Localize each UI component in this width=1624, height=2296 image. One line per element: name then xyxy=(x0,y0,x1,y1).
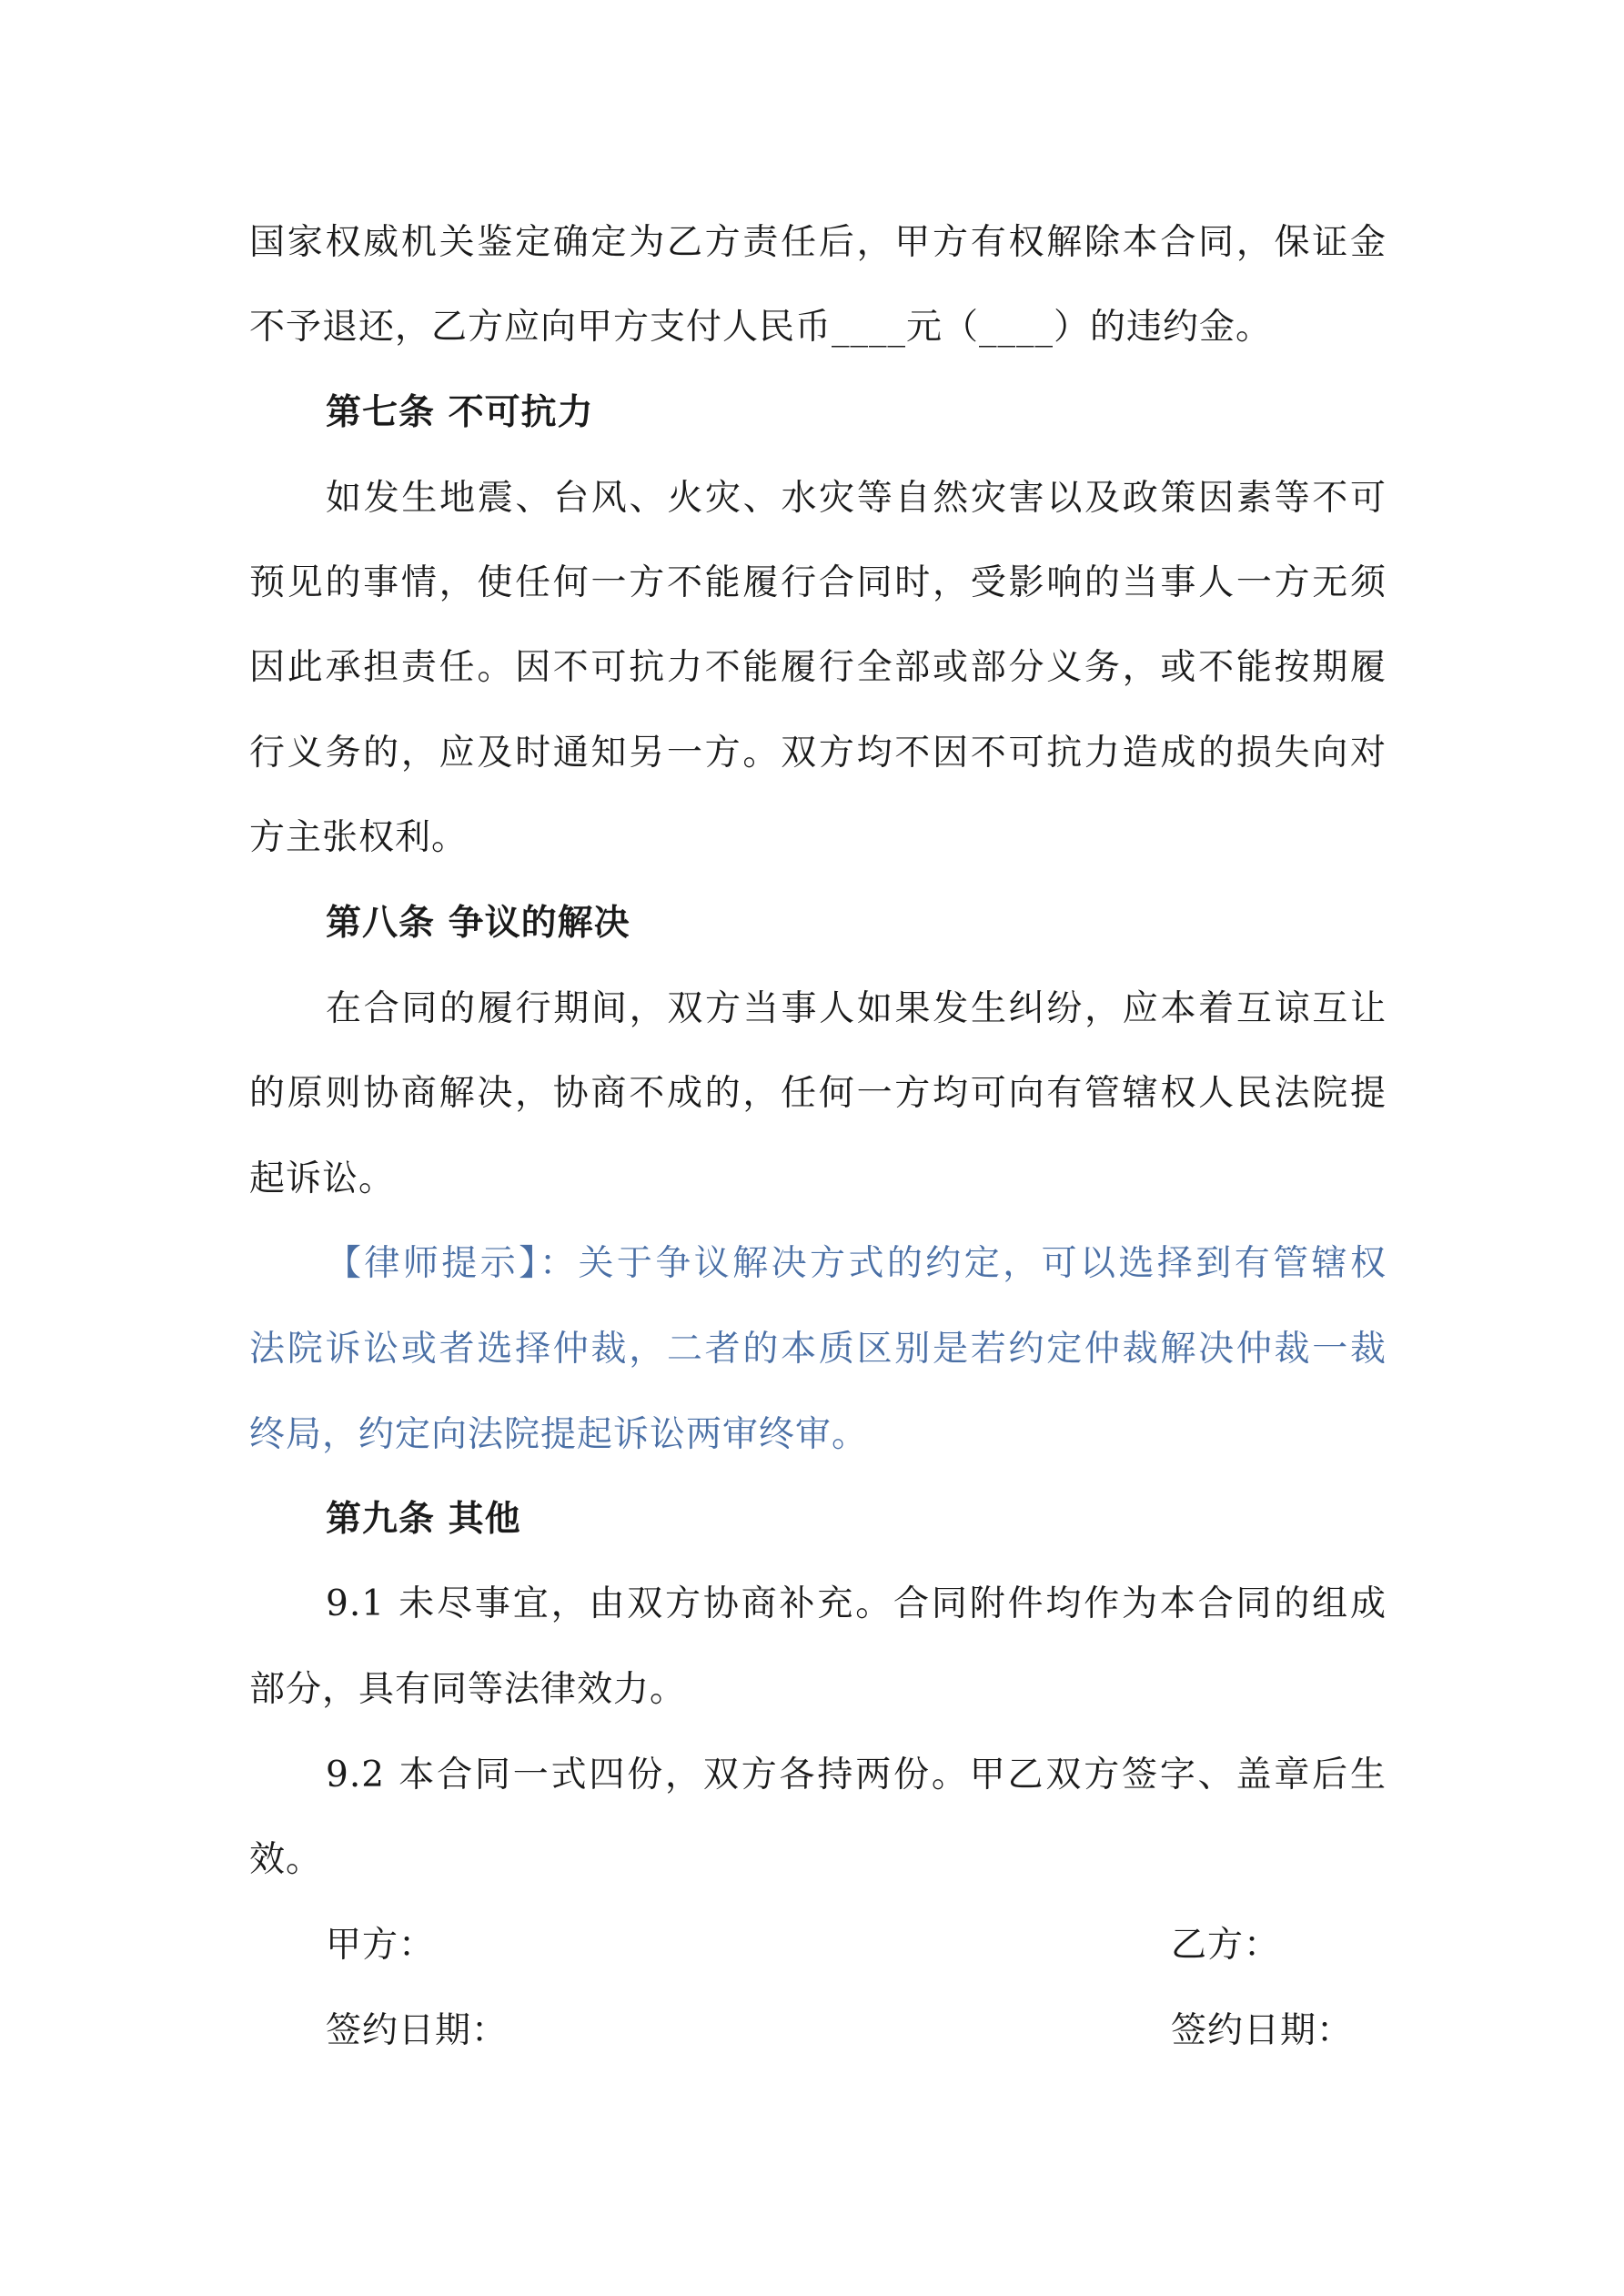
article-9-text: 效。 xyxy=(249,1839,323,1880)
article-8-heading: 第八条 争议的解决 xyxy=(326,903,630,944)
lawyer-tip: 法院诉讼或者选择仲裁，二者的本质区别是若约定仲裁解决仲裁一裁 xyxy=(249,1329,1387,1370)
article-8-text: 的原则协商解决，协商不成的，任何一方均可向有管辖权人民法院提 xyxy=(249,1073,1387,1114)
article-9-text: 9.2 本合同一式四份，双方各持两份。甲乙双方签字、盖章后生 xyxy=(326,1755,1387,1795)
lawyer-tip: 【律师提示】：关于争议解决方式的约定，可以选择到有管辖权 xyxy=(326,1243,1387,1284)
article-7-heading: 第七条 不可抗力 xyxy=(326,392,594,433)
article-7-text: 预见的事情，使任何一方不能履行合同时，受影响的当事人一方无须 xyxy=(249,562,1387,603)
party-b-date-label: 签约日期： xyxy=(1171,2010,1354,2051)
article-8-text: 起诉讼。 xyxy=(249,1158,396,1199)
text-line: 国家权威机关鉴定确定为乙方责任后，甲方有权解除本合同，保证金 xyxy=(249,222,1387,263)
article-7-text: 如发生地震、台风、火灾、水灾等自然灾害以及政策因素等不可 xyxy=(326,478,1387,519)
article-7-text: 因此承担责任。因不可抗力不能履行全部或部分义务，或不能按期履 xyxy=(249,647,1387,688)
article-7-text: 行义务的，应及时通知另一方。双方均不因不可抗力造成的损失向对 xyxy=(249,733,1387,774)
text-line: 不予退还，乙方应向甲方支付人民币____元（____）的违约金。 xyxy=(249,307,1273,348)
article-9-heading: 第九条 其他 xyxy=(326,1499,521,1540)
article-7-text: 方主张权利。 xyxy=(249,817,469,858)
party-a-label: 甲方： xyxy=(326,1925,436,1966)
article-8-text: 在合同的履行期间，双方当事人如果发生纠纷，应本着互谅互让 xyxy=(326,988,1387,1029)
party-a-date-label: 签约日期： xyxy=(326,2010,509,2051)
lawyer-tip: 终局，约定向法院提起诉讼两审终审。 xyxy=(249,1414,869,1455)
article-9-text: 部分，具有同等法律效力。 xyxy=(249,1669,687,1710)
party-b-label: 乙方： xyxy=(1171,1925,1281,1966)
article-9-text: 9.1 未尽事宜，由双方协商补充。合同附件均作为本合同的组成 xyxy=(326,1583,1387,1624)
